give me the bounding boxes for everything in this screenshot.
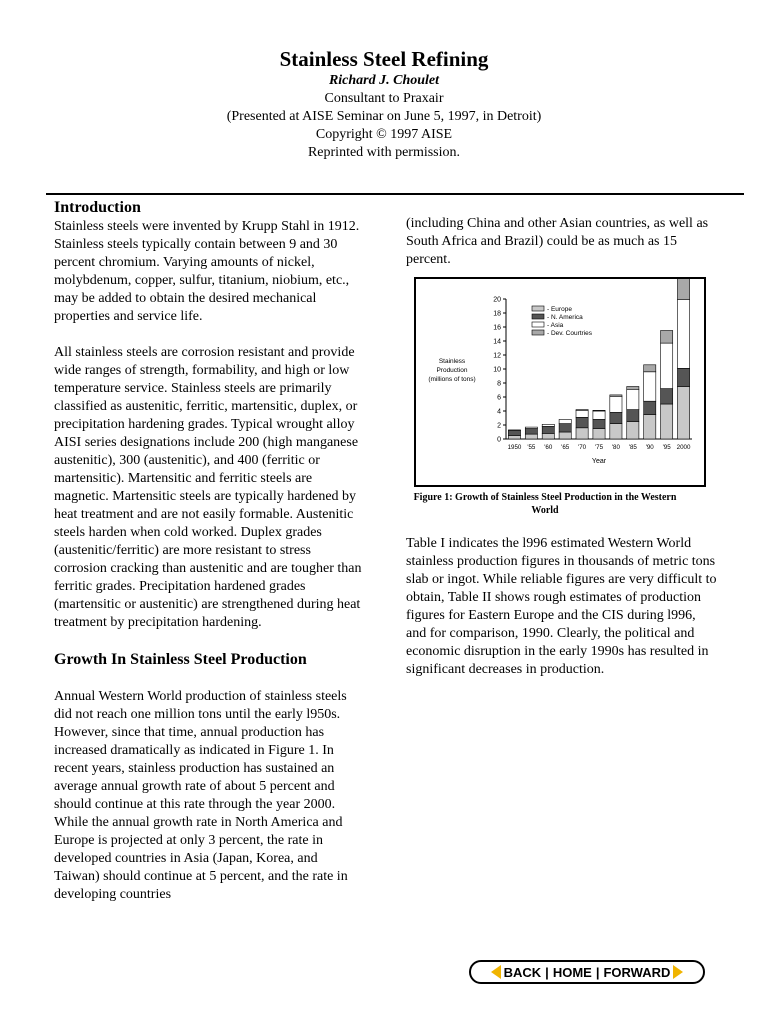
paper-title: Stainless Steel Refining xyxy=(279,47,489,71)
left-column xyxy=(54,198,366,922)
bar-segment xyxy=(661,343,673,389)
bar-segment xyxy=(576,417,588,428)
header xyxy=(0,46,768,162)
reprint-note: Reprinted with permission. xyxy=(307,145,461,160)
intro-paragraph-1: Stainless steels were invented by Krupp Stahl in 1912. Stainless steels typically contain between 9 and 30 percent chromium. Varying amounts of nickel, molybdenum, copper, sulfur, titanium, niobium, etc., may be added to obtain the desired mechanical properties and service life. xyxy=(54,219,360,324)
y-tick-label: 4 xyxy=(497,408,501,416)
x-tick-label: '90 xyxy=(645,444,654,451)
y-tick-label: 2 xyxy=(497,422,501,430)
production-bar-chart xyxy=(416,279,700,481)
bar-segment xyxy=(677,368,689,386)
y-axis-label: Stainless xyxy=(438,358,466,365)
bar-segment xyxy=(644,365,656,372)
back-link[interactable]: BACK xyxy=(503,964,542,980)
y-tick-label: 20 xyxy=(493,296,501,304)
bar-segment xyxy=(542,426,554,433)
bar-segment xyxy=(644,401,656,414)
bar-segment xyxy=(542,433,554,439)
x-tick-label: '65 xyxy=(561,444,570,451)
y-tick-label: 0 xyxy=(497,436,501,444)
y-tick-label: 12 xyxy=(493,352,501,360)
legend-label: - Dev. Courtries xyxy=(547,330,593,337)
bar-segment xyxy=(610,396,622,412)
bar-segment xyxy=(559,419,571,423)
x-tick-label: '55 xyxy=(527,444,536,451)
x-axis-label: Year xyxy=(591,458,607,465)
nav-separator: | xyxy=(595,964,600,980)
bar-segment xyxy=(542,424,554,426)
bar-segment xyxy=(559,432,571,439)
bar-segment xyxy=(593,411,605,419)
legend-label: - Asia xyxy=(547,322,564,329)
bar-segment xyxy=(661,389,673,404)
bar-segment xyxy=(627,387,639,390)
intro-paragraph-2: All stainless steels are corrosion resistant and provide wide ranges of strength, formability, and high or low temperature service. Stainless steels are primarily classified as austenitic, ferritic, martensitic, duplex, or precipitation hardening grades. Typical wrought alloy AISI series designations include 200 (high manganese austenitic), 300 (austenitic), and 400 (ferritic or martensitic). Martensitic and ferritic steels are magnetic. Martensitic steels are typically hardened by heat treatment and are not easily formable. Austenitic steels harden when cold worked. Duplex grades (austenitic/ferritic) are more resistant to stress corrosion cracking than austenitic and are tougher than ferritic grades. Precipitation hardened grades (martensitic or austenitic) are strengthened during heat treatment by precipitation hardening. xyxy=(54,345,362,630)
legend-swatch xyxy=(532,330,544,335)
affiliation: Consultant to Praxair xyxy=(324,91,444,106)
bar-segment xyxy=(593,419,605,428)
bar-segment xyxy=(610,412,622,423)
bar-segment xyxy=(593,429,605,440)
home-link[interactable]: HOME xyxy=(552,964,592,980)
bar-segment xyxy=(559,424,571,432)
bar-segment xyxy=(508,436,520,440)
bar-segment xyxy=(661,404,673,439)
x-tick-label: 1950 xyxy=(507,444,522,451)
bar-segment xyxy=(508,431,520,436)
back-arrow-icon[interactable] xyxy=(491,965,501,979)
bar-segment xyxy=(576,428,588,439)
y-axis-label: (millions of tons) xyxy=(428,376,476,383)
y-tick-label: 10 xyxy=(493,366,501,374)
bar-segment xyxy=(610,395,622,396)
right-column-bottom xyxy=(406,535,718,697)
y-axis-label: Production xyxy=(436,367,468,374)
bar-segment xyxy=(661,331,673,344)
bar-segment xyxy=(677,300,689,369)
legend-swatch xyxy=(532,306,544,311)
bar-segment xyxy=(525,434,537,439)
y-tick-label: 16 xyxy=(493,324,501,332)
bar-segment xyxy=(593,410,605,411)
bar-segment xyxy=(508,430,520,431)
nav-separator: | xyxy=(545,964,549,980)
y-tick-label: 18 xyxy=(493,310,501,318)
bar-segment xyxy=(525,427,537,428)
header-divider xyxy=(46,193,744,195)
bar-segment xyxy=(627,422,639,440)
legend-label: - Europe xyxy=(547,306,572,313)
bar-segment xyxy=(525,429,537,435)
x-tick-label: '95 xyxy=(662,444,671,451)
bar-segment xyxy=(610,424,622,439)
y-tick-label: 14 xyxy=(493,338,501,346)
copyright: Copyright © 1997 AISE xyxy=(315,127,453,142)
growth-paragraph-continued: (including China and other Asian countries, as well as South Africa and Brazil) could be as much as 15 percent. xyxy=(406,216,709,267)
x-tick-label: '75 xyxy=(594,444,604,451)
presented-note: (Presented at AISE Seminar on June 5, 1997, in Detroit) xyxy=(226,109,542,124)
forward-link[interactable]: FORWARD xyxy=(603,964,671,980)
intro-heading: Introduction xyxy=(54,199,141,216)
bar-segment xyxy=(644,372,656,401)
growth-heading: Growth In Stainless Steel Production xyxy=(54,651,307,668)
legend-label: - N. America xyxy=(547,314,583,321)
navigation-bar xyxy=(469,960,705,984)
bar-segment xyxy=(576,410,588,411)
forward-arrow-icon[interactable] xyxy=(673,965,683,979)
bar-segment xyxy=(627,410,639,422)
bar-segment xyxy=(627,389,639,409)
legend-swatch xyxy=(532,322,544,327)
x-tick-label: 2000 xyxy=(676,444,691,451)
y-tick-label: 8 xyxy=(497,380,501,388)
growth-paragraph-1: Annual Western World production of stainless steels did not reach one million tons until the early l950s. However, since that time, annual production has increased dramatically as indicated in Figure 1. In recent years, stainless production has sustained an average annual growth rate of about 5 percent and should continue at this rate through the year 2000. While the annual growth rate in North America and Europe is projected at only 3 percent, the rate in developed countries in Asia (Japan, Korea, and Taiwan) should continue at 5 percent, and the rate in developing countries xyxy=(54,689,348,902)
figure-1-caption: Figure 1: Growth of Stainless Steel Production in the Western World xyxy=(413,492,677,516)
x-tick-label: '80 xyxy=(611,444,620,451)
bar-segment xyxy=(576,410,588,417)
legend-swatch xyxy=(532,314,544,319)
y-tick-label: 6 xyxy=(497,394,501,402)
x-tick-label: '85 xyxy=(628,444,637,451)
bar-segment xyxy=(677,279,689,300)
x-tick-label: '60 xyxy=(544,444,553,451)
table-intro-paragraph: Table I indicates the l996 estimated Western World stainless production figures in thousands of metric tons slab or ingot. While reliable figures are very difficult to obtain, Table II shows rough estimates of production figures for Eastern Europe and the CIS during l996, and for comparison, 1990. Clearly, the political and economic disruption in the early 1990s has resulted in significant decreases in production. xyxy=(406,536,717,677)
x-tick-label: '70 xyxy=(578,444,587,451)
bar-segment xyxy=(677,387,689,440)
author: Richard J. Choulet xyxy=(328,73,440,88)
figure-1-chart xyxy=(414,277,706,487)
bar-segment xyxy=(644,415,656,440)
